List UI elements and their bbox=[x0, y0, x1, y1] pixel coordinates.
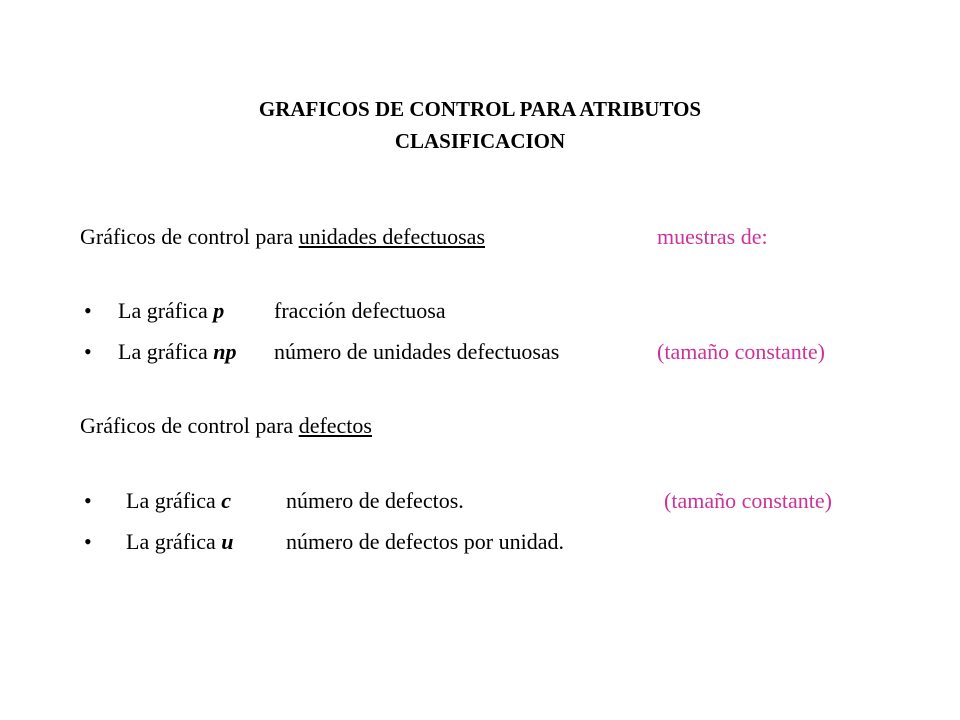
list-item-np-description: número de unidades defectuosas bbox=[274, 339, 560, 364]
list-item-p-label: La gráfica p bbox=[118, 298, 225, 323]
section-heading-underlined: unidades defectuosas bbox=[298, 224, 486, 249]
bullet-marker: • bbox=[84, 529, 92, 554]
list-item-u-description: número de defectos por unidad. bbox=[286, 529, 564, 554]
symbol-u: u bbox=[221, 529, 234, 554]
list-item-u-label: La gráfica u bbox=[126, 529, 234, 554]
section-heading-underlined: defectos bbox=[298, 413, 372, 438]
section-heading-defects bbox=[80, 413, 372, 439]
section-heading-prefix: Gráficos de control para bbox=[80, 413, 299, 438]
title-line-1: GRAFICOS DE CONTROL PARA ATRIBUTOS bbox=[258, 97, 702, 121]
constant-size-note: (tamaño constante) bbox=[664, 488, 832, 513]
bullet-marker: • bbox=[84, 298, 92, 323]
list-item-np-label: La gráfica np bbox=[118, 339, 237, 364]
symbol-np: np bbox=[213, 339, 237, 364]
bullet-marker: • bbox=[84, 488, 92, 513]
section-heading-prefix: Gráficos de control para bbox=[80, 224, 299, 249]
slide-title bbox=[0, 93, 960, 157]
list-item-c-label: La gráfica c bbox=[126, 488, 232, 513]
constant-size-note: (tamaño constante) bbox=[657, 339, 825, 364]
symbol-p: p bbox=[213, 298, 225, 323]
bullet-marker: • bbox=[84, 339, 92, 364]
title-line-2: CLASIFICACION bbox=[394, 129, 566, 153]
list-item-p-description: fracción defectuosa bbox=[274, 298, 446, 323]
symbol-c: c bbox=[221, 488, 232, 513]
section-heading-defective-units bbox=[80, 224, 485, 250]
samples-note: muestras de: bbox=[657, 224, 768, 249]
list-item-c-description: número de defectos. bbox=[286, 488, 464, 513]
